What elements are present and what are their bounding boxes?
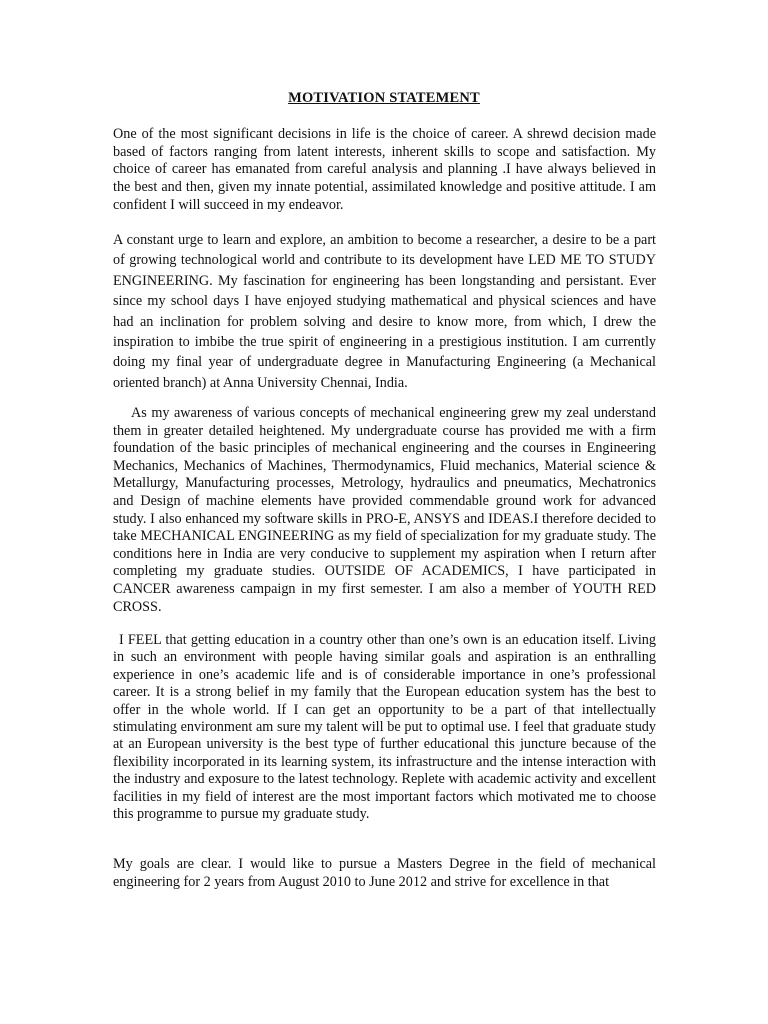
paragraph-goals: My goals are clear. I would like to pursue a Masters Degree in the field of mechanical engineering for 2 years from August 2010 to June 2012 and strive for excellence in that <box>113 856 656 890</box>
paragraph-mechanical-engineering: As my awareness of various concepts of mechanical engineering grew my zeal understand them in greater detailed heightened. My undergraduate course has provided me with a firm foundation of the basic principles of mechanical engineering and the courses in Engineering Mechanics, Mechanics of Machines, Thermodynamics, Fluid mechanics, Material science & Metallurgy, Manufacturing processes, Metrology, hydraulics and pneumatics, Mechatronics and Design of machine elements have provided commendable ground work for advanced study. I also enhanced my software skills in PRO-E, ANSYS and IDEAS.I therefore decided to take MECHANICAL ENGINEERING as my field of specialization for my graduate study. The conditions here in India are very conducive to supplement my aspiration when I return after completing my graduate studies. OUTSIDE OF ACADEMICS, I have participated in CANCER awareness campaign in my first semester. I am also a member of YOUTH RED CROSS. <box>113 405 656 615</box>
paragraph-engineering-interest: A constant urge to learn and explore, an ambition to become a researcher, a desire to be a part of growing technological world and contribute to its development have LED ME TO STUDY ENGINEERING. My fascination for engineering has been longstanding and persistant. Ever since my school days I have enjoyed studying mathematical and physical sciences and have had an inclination for problem solving and desire to know more, from which, I drew the inspiration to imbibe the true spirit of engineering in a prestigious institution. I am currently doing my final year of undergraduate degree in Manufacturing Engineering (a Mechanical oriented branch) at Anna University Chennai, India. <box>113 232 656 391</box>
paragraph-study-abroad: I FEEL that getting education in a country other than one’s own is an education itself. Living in such an environment with people having similar goals and aspiration is an enthralling experience in one’s academic life and is of considerable importance in one’s professional career. It is a strong belief in my family that the European education system has the best to offer in the whole world. If I can get an opportunity to be a part of that intellectually stimulating environment am sure my talent will be put to optimal use. I feel that graduate study at an European university is the best type of further educational this juncture because of the flexibility incorporated in its learning system, its infrastructure and the intense interaction with the industry and exposure to the latest technology. Replete with academic activity and excellent facilities in my field of interest are the most important factors which motivated me to choose this programme to pursue my graduate study. <box>113 632 656 823</box>
document-title: MOTIVATION STATEMENT <box>288 90 480 106</box>
paragraph-career-choice: One of the most significant decisions in life is the choice of career. A shrewd decision made based of factors ranging from latent interests, inherent skills to scope and satisfaction. My choice of career has emanated from careful analysis and planning .I have always believed in the best and then, given my innate potential, assimilated knowledge and positive attitude. I am confident I will succeed in my endeavor. <box>113 126 656 213</box>
